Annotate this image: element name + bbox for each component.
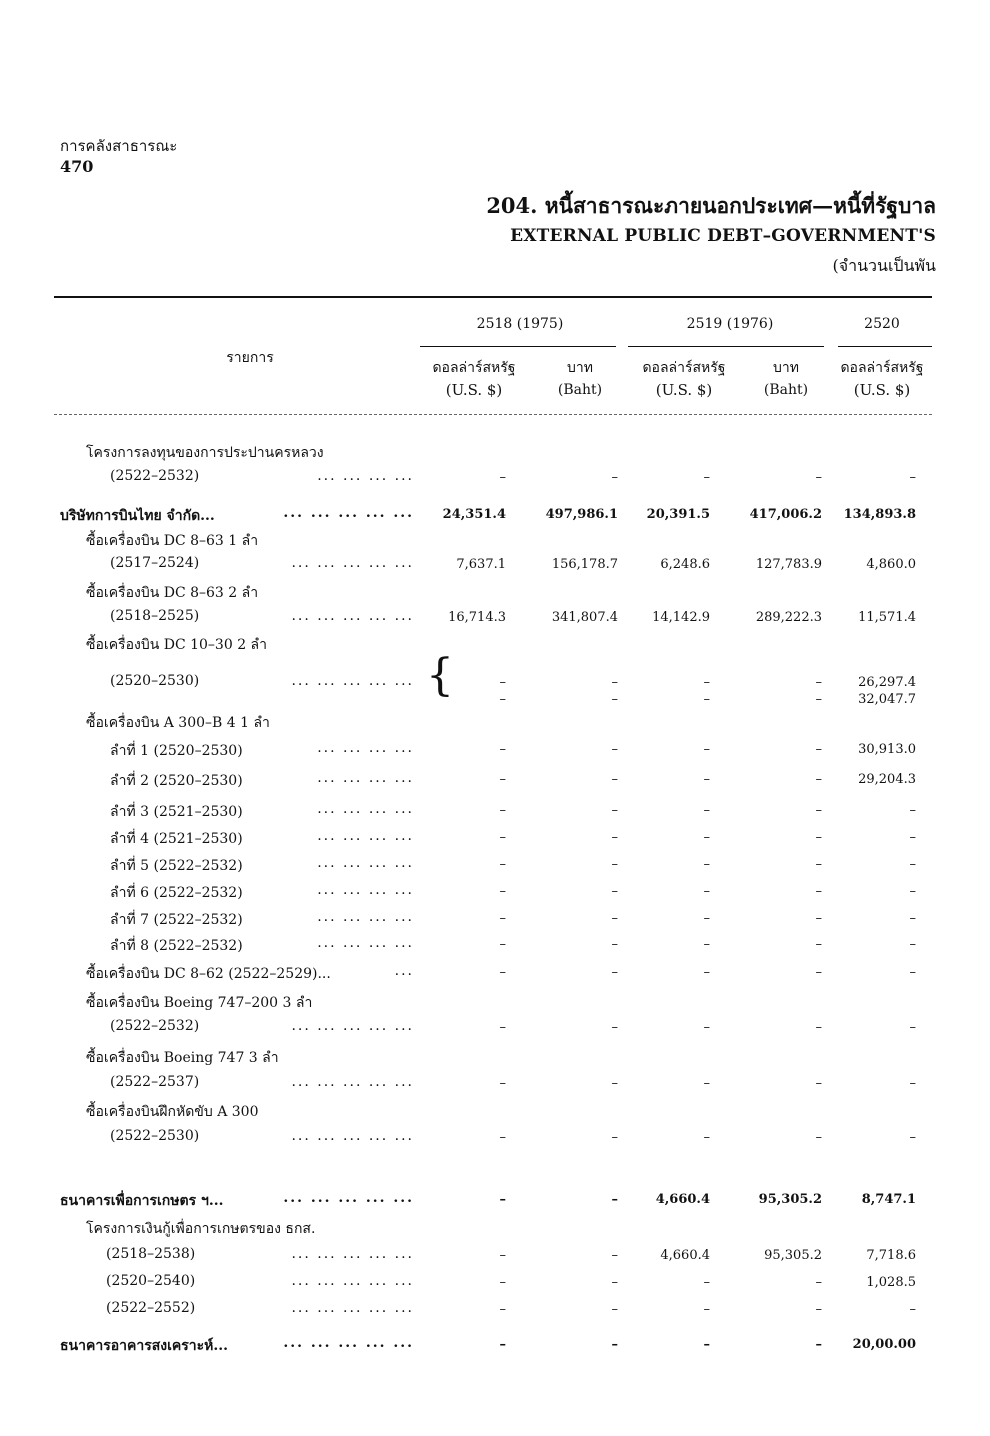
leader-dots: ... ... ... ... ... [291, 608, 414, 624]
table-cell: – [703, 884, 710, 899]
table-cell: – [909, 911, 916, 926]
row-label: ลำที่ 5 (2522–2532) [110, 858, 243, 874]
table-cell: – [815, 830, 822, 845]
table-cell: – [815, 937, 822, 952]
leader-dots: ... ... ... ... ... [291, 1018, 414, 1034]
section-title: การคลังสาธารณะ [60, 137, 178, 155]
leader-dots: ... ... ... ... [317, 828, 414, 844]
table-cell: – [703, 742, 710, 757]
table-cell: 4,660.4 [655, 1192, 710, 1207]
table-cell: – [703, 965, 710, 980]
table-cell: – [611, 470, 618, 485]
row-label: ซื้อเครื่องบิน Boeing 747 3 ลำ [86, 1050, 279, 1066]
leader-dots: ... ... ... ... [317, 468, 414, 484]
table-cell: – [815, 772, 822, 787]
table-cell: – [703, 1020, 710, 1035]
table-cell: – [611, 1130, 618, 1145]
leader-dots: ... ... ... ... ... [283, 505, 414, 521]
table-cell: – [703, 772, 710, 787]
table-cell: – [815, 692, 822, 707]
unit-note: (จำนวนเป็นพัน [832, 256, 936, 275]
table-cell: – [909, 884, 916, 899]
table-cell: – [499, 857, 506, 872]
table-cell: 30,913.0 [858, 742, 916, 757]
row-label: ซื้อเครื่องบิน DC 8–62 (2522–2529)... [86, 966, 331, 982]
row-label: (2518–2538) [106, 1246, 196, 1262]
table-cell: – [499, 1020, 506, 1035]
table-cell: 4,660.4 [660, 1248, 710, 1263]
year-header-2520: 2520 [864, 316, 900, 332]
leader-dots: ... ... ... ... ... [283, 1335, 414, 1351]
table-cell: – [499, 742, 506, 757]
year-rule-2519 [628, 346, 824, 347]
row-label: ธนาคารอาคารสงเคราะห์... [60, 1338, 229, 1354]
row-label: (2517–2524) [110, 555, 200, 571]
leader-dots: ... ... ... ... [317, 909, 414, 925]
table-cell: 7,637.1 [456, 557, 506, 572]
table-cell: 20,00.00 [852, 1337, 916, 1352]
table-cell: 156,178.7 [551, 557, 618, 572]
table-cell: – [909, 1076, 916, 1091]
year-rule-2518 [420, 346, 616, 347]
table-cell: – [611, 884, 618, 899]
table-cell: – [611, 772, 618, 787]
row-label: ลำที่ 1 (2520–2530) [110, 743, 243, 759]
table-cell: 24,351.4 [442, 507, 506, 522]
table-cell: – [909, 1302, 916, 1317]
table-cell: – [611, 675, 618, 690]
year-rule-2520 [838, 346, 932, 347]
table-cell: – [909, 1020, 916, 1035]
row-label: ลำที่ 8 (2522–2532) [110, 938, 243, 954]
table-cell: 20,391.5 [646, 507, 710, 522]
row-label: ซื้อเครื่องบิน DC 8–63 2 ลำ [86, 585, 259, 601]
leader-dots: ... ... ... ... [317, 740, 414, 756]
table-cell: 26,297.4 [858, 675, 916, 690]
table-cell: 32,047.7 [858, 692, 916, 707]
table-cell: – [703, 937, 710, 952]
table-cell: – [909, 965, 916, 980]
table-cell: – [499, 1130, 506, 1145]
table-cell: – [815, 470, 822, 485]
table-cell: – [703, 803, 710, 818]
table-cell: – [815, 1302, 822, 1317]
table-cell: – [499, 470, 506, 485]
row-label: ลำที่ 3 (2521–2530) [110, 804, 243, 820]
row-label: โครงการเงินกู้เพื่อการเกษตรของ ธกส. [86, 1221, 316, 1237]
row-label: บริษัทการบินไทย จำกัด... [60, 508, 215, 524]
table-cell: 16,714.3 [448, 610, 506, 625]
table-cell: – [611, 1020, 618, 1035]
row-label: ซื้อเครื่องบิน DC 8–63 1 ลำ [86, 533, 259, 549]
table-cell: – [703, 1302, 710, 1317]
row-label: (2520–2530) [110, 673, 200, 689]
row-label: (2522–2530) [110, 1128, 200, 1144]
table-cell: – [703, 911, 710, 926]
leader-dots: ... ... ... ... [317, 801, 414, 817]
table-cell: 11,571.4 [858, 610, 916, 625]
table-cell: 134,893.8 [843, 507, 916, 522]
table-cell: – [611, 857, 618, 872]
table-cell: – [909, 1130, 916, 1145]
table-cell: 289,222.3 [755, 610, 822, 625]
table-cell: – [611, 1302, 618, 1317]
table-cell: 8,747.1 [861, 1192, 916, 1207]
table-cell: – [815, 965, 822, 980]
table-cell: 7,718.6 [866, 1248, 916, 1263]
row-label: (2522–2537) [110, 1074, 200, 1090]
table-cell: – [703, 692, 710, 707]
table-cell: – [909, 803, 916, 818]
table-cell: – [611, 742, 618, 757]
table-cell: 95,305.2 [764, 1248, 822, 1263]
row-label: ซื้อเครื่องบิน DC 10–30 2 ลำ [86, 637, 267, 653]
table-cell: – [499, 937, 506, 952]
table-cell: – [815, 742, 822, 757]
table-cell: – [703, 1337, 710, 1352]
table-cell: 127,783.9 [755, 557, 822, 572]
table-cell: – [909, 830, 916, 845]
table-cell: – [703, 1275, 710, 1290]
row-label: โครงการลงทุนของการประปานครหลวง [86, 445, 324, 461]
table-cell: – [909, 470, 916, 485]
leader-dots: ... ... ... ... ... [291, 1273, 414, 1289]
row-label: (2520–2540) [106, 1273, 196, 1289]
table-cell: 95,305.2 [758, 1192, 822, 1207]
table-cell: 14,142.9 [652, 610, 710, 625]
table-cell: – [611, 692, 618, 707]
leader-dots: ... ... ... ... [317, 882, 414, 898]
leader-dots: ... ... ... ... ... [291, 1128, 414, 1144]
table-cell: – [815, 1130, 822, 1145]
row-label: (2522–2552) [106, 1300, 196, 1316]
table-cell: – [611, 830, 618, 845]
row-label: ลำที่ 2 (2520–2530) [110, 773, 243, 789]
table-cell: – [611, 1275, 618, 1290]
table-cell: 497,986.1 [545, 507, 618, 522]
table-cell: 4,860.0 [866, 557, 916, 572]
leader-dots: ... ... ... ... ... [291, 673, 414, 689]
leader-dots: ... ... ... ... ... [291, 1074, 414, 1090]
header-bottom-rule [54, 414, 932, 415]
table-cell: – [703, 830, 710, 845]
table-cell: – [815, 1076, 822, 1091]
row-label: (2522–2532) [110, 1018, 200, 1034]
table-cell: – [703, 1076, 710, 1091]
table-cell: – [815, 911, 822, 926]
table-cell: – [499, 675, 506, 690]
leader-dots: ... ... ... ... ... [283, 1190, 414, 1206]
table-cell: – [815, 857, 822, 872]
row-label: ซื้อเครื่องบินฝึกหัดขับ A 300 [86, 1104, 259, 1120]
row-label: ธนาคารเพื่อการเกษตร ฯ... [60, 1193, 224, 1209]
table-cell: – [499, 803, 506, 818]
leader-dots: ... ... ... ... ... [291, 1246, 414, 1262]
row-label: ซื้อเครื่องบิน A 300–B 4 1 ลำ [86, 715, 270, 731]
table-title-english: EXTERNAL PUBLIC DEBT–GOVERNMENT'S [510, 226, 936, 246]
table-cell: – [909, 857, 916, 872]
table-cell: – [611, 1248, 618, 1263]
table-cell: 6,248.6 [660, 557, 710, 572]
table-cell: 341,807.4 [551, 610, 618, 625]
table-cell: – [611, 911, 618, 926]
table-top-rule [54, 296, 932, 298]
table-cell: – [499, 1248, 506, 1263]
row-bracket: { [426, 650, 454, 701]
table-cell: – [703, 857, 710, 872]
row-label: ลำที่ 4 (2521–2530) [110, 831, 243, 847]
table-cell: – [703, 675, 710, 690]
table-cell: – [611, 803, 618, 818]
row-label: ลำที่ 6 (2522–2532) [110, 885, 243, 901]
table-cell: – [611, 965, 618, 980]
table-cell: – [611, 1337, 618, 1352]
row-label: ซื้อเครื่องบิน Boeing 747–200 3 ลำ [86, 995, 313, 1011]
leader-dots: ... ... ... ... ... [291, 555, 414, 571]
table-cell: – [499, 1192, 506, 1207]
leader-dots: ... ... ... ... [317, 855, 414, 871]
table-cell: – [815, 884, 822, 899]
table-cell: – [499, 965, 506, 980]
leader-dots: ... ... ... ... [317, 770, 414, 786]
table-cell: – [815, 803, 822, 818]
table-cell: – [815, 1337, 822, 1352]
row-label: ลำที่ 7 (2522–2532) [110, 912, 243, 928]
table-cell: 1,028.5 [866, 1275, 916, 1290]
table-cell: – [611, 1192, 618, 1207]
table-cell: 29,204.3 [858, 772, 916, 787]
table-cell: – [499, 884, 506, 899]
table-cell: – [815, 1020, 822, 1035]
table-cell: – [703, 470, 710, 485]
table-cell: – [815, 675, 822, 690]
table-cell: – [499, 1076, 506, 1091]
table-cell: – [499, 1275, 506, 1290]
row-label: (2522–2532) [110, 468, 200, 484]
page-number: 470 [60, 157, 94, 176]
table-cell: – [611, 1076, 618, 1091]
table-cell: – [499, 692, 506, 707]
row-label: (2518–2525) [110, 608, 200, 624]
table-cell: – [815, 1275, 822, 1290]
table-cell: – [499, 911, 506, 926]
year-header-2518: 2518 (1975) [476, 316, 564, 332]
item-column-header: รายการ [226, 350, 274, 366]
leader-dots: ... ... ... ... ... [291, 1300, 414, 1316]
table-cell: – [499, 1302, 506, 1317]
year-header-2519: 2519 (1976) [686, 316, 774, 332]
table-cell: – [499, 830, 506, 845]
table-cell: – [499, 772, 506, 787]
leader-dots: ... [394, 963, 414, 979]
leader-dots: ... ... ... ... [317, 935, 414, 951]
table-cell: 417,006.2 [749, 507, 822, 522]
table-cell: – [499, 1337, 506, 1352]
table-title-thai: 204. หนี้สาธารณะภายนอกประเทศ—หนี้ที่รัฐบาล [486, 193, 936, 218]
table-cell: – [909, 937, 916, 952]
table-cell: – [611, 937, 618, 952]
table-cell: – [703, 1130, 710, 1145]
